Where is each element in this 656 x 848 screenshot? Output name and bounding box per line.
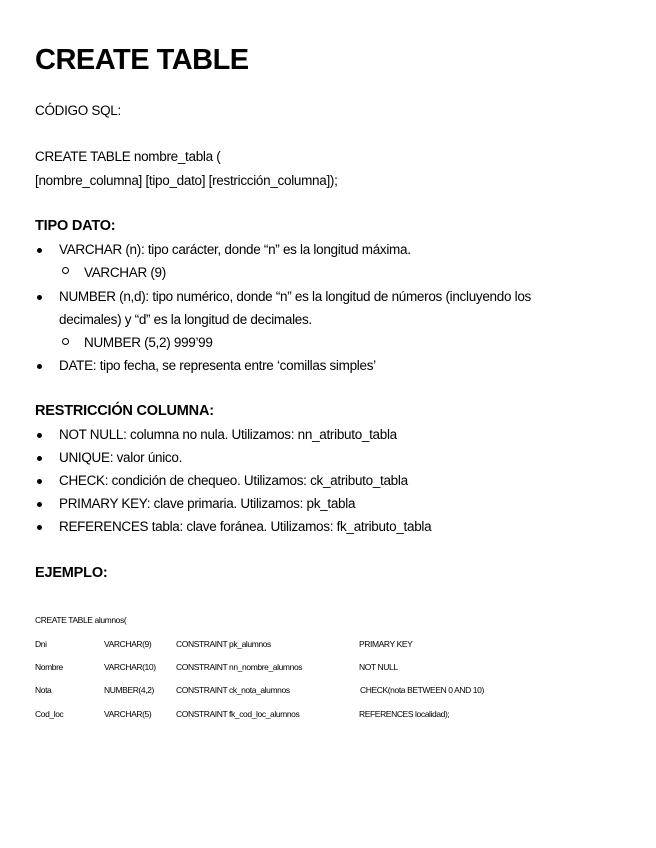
bullet-dot-icon	[37, 295, 42, 300]
ejemplo-cell-type: VARCHAR(10)	[104, 662, 156, 672]
sql-syntax-line-1: CREATE TABLE nombre_tabla (	[35, 149, 221, 164]
restriccion-item: CHECK: condición de chequeo. Utilizamos: ck_atributo_tabla	[59, 473, 408, 488]
ejemplo-cell-restriction: PRIMARY KEY	[359, 639, 413, 649]
ejemplo-create-line: CREATE TABLE alumnos(	[35, 615, 127, 625]
ejemplo-cell-constraint: CONSTRAINT nn_nombre_alumnos	[176, 662, 303, 672]
tipo-date: DATE: tipo fecha, se representa entre ‘comillas simples’	[59, 358, 376, 373]
bullet-dot-icon	[37, 525, 42, 530]
bullet-dot-icon	[37, 433, 42, 438]
ejemplo-cell-restriction: NOT NULL	[359, 662, 398, 672]
ejemplo-cell-column: Dni	[35, 639, 47, 649]
restriccion-heading: RESTRICCIÓN COLUMNA:	[35, 403, 214, 419]
bullet-dot-icon	[37, 364, 42, 369]
tipo-varchar-example: VARCHAR (9)	[84, 265, 166, 280]
ejemplo-cell-constraint: CONSTRAINT fk_cod_loc_alumnos	[176, 709, 300, 719]
ejemplo-cell-type: NUMBER(4,2)	[104, 685, 154, 695]
ejemplo-cell-type: VARCHAR(5)	[104, 709, 152, 719]
restriccion-item: UNIQUE: valor único.	[59, 450, 183, 465]
restriccion-item: PRIMARY KEY: clave primaria. Utilizamos: pk_tabla	[59, 496, 356, 511]
bullet-circle-icon	[62, 267, 69, 274]
ejemplo-heading: EJEMPLO:	[35, 565, 108, 581]
bullet-dot-icon	[37, 479, 42, 484]
restriccion-item: NOT NULL: columna no nula. Utilizamos: nn_atributo_tabla	[59, 427, 397, 442]
ejemplo-cell-column: Nombre	[35, 662, 63, 672]
restriccion-item: REFERENCES tabla: clave foránea. Utilizamos: fk_atributo_tabla	[59, 519, 432, 534]
sql-label: CÓDIGO SQL:	[35, 103, 121, 118]
bullet-dot-icon	[37, 502, 42, 507]
ejemplo-cell-restriction: CHECK(nota BETWEEN 0 AND 10)	[360, 685, 484, 695]
ejemplo-cell-type: VARCHAR(9)	[104, 639, 152, 649]
tipo-dato-heading: TIPO DATO:	[35, 218, 116, 234]
ejemplo-cell-column: Cod_loc	[35, 709, 64, 719]
tipo-number-line-1: NUMBER (n,d): tipo numérico, donde “n” es la longitud de números (incluyendo los	[59, 289, 531, 304]
tipo-number-example: NUMBER (5,2) 999’99	[84, 335, 213, 350]
bullet-dot-icon	[37, 456, 42, 461]
page-title: CREATE TABLE	[35, 44, 249, 76]
bullet-circle-icon	[62, 338, 69, 345]
sql-syntax-line-2: [nombre_columna] [tipo_dato] [restricción_columna]);	[35, 173, 338, 188]
tipo-varchar: VARCHAR (n): tipo carácter, donde “n” es la longitud máxima.	[59, 242, 411, 257]
bullet-dot-icon	[37, 248, 42, 253]
ejemplo-cell-constraint: CONSTRAINT pk_alumnos	[176, 639, 271, 649]
ejemplo-cell-column: Nota	[35, 685, 52, 695]
tipo-number-line-2: decimales) y “d” es la longitud de decimales.	[59, 312, 312, 327]
ejemplo-cell-restriction: REFERENCES localidad);	[359, 709, 450, 719]
ejemplo-cell-constraint: CONSTRAINT ck_nota_alumnos	[176, 685, 290, 695]
